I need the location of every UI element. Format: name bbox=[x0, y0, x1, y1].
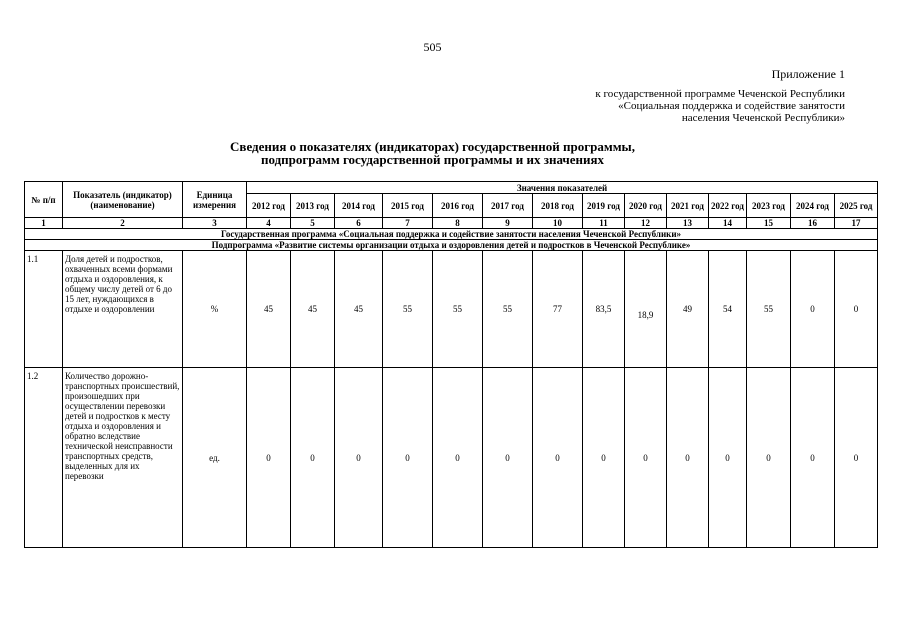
indicator-name: Доля детей и подростков, охваченных всеми формами отдыха и оздоровления, к общему числу детей от 6 до 15 лет, нуждающихся в отдыхе и оздоровлении bbox=[63, 251, 183, 368]
column-number: 2 bbox=[63, 218, 183, 229]
column-number: 1 bbox=[25, 218, 63, 229]
column-number: 7 bbox=[383, 218, 433, 229]
indicator-value: 83,5 bbox=[583, 251, 625, 368]
indicator-value: 0 bbox=[335, 368, 383, 548]
header-year: 2017 год bbox=[483, 194, 533, 218]
indicator-value: 0 bbox=[667, 368, 709, 548]
column-number: 13 bbox=[667, 218, 709, 229]
indicator-value: 45 bbox=[291, 251, 335, 368]
indicator-unit: ед. bbox=[183, 368, 247, 548]
indicator-value: 0 bbox=[383, 368, 433, 548]
subprogram-title: Подпрограмма «Развитие системы организации отдыха и оздоровления детей и подростков в Чеченской Республике» bbox=[25, 240, 878, 251]
header-row-1 bbox=[25, 182, 878, 194]
appendix-line-1: к государственной программе Чеченской Республики bbox=[595, 88, 845, 100]
indicator-value: 55 bbox=[433, 251, 483, 368]
indicator-value: 54 bbox=[709, 251, 747, 368]
header-year: 2016 год bbox=[433, 194, 483, 218]
column-number: 15 bbox=[747, 218, 791, 229]
column-number: 10 bbox=[533, 218, 583, 229]
indicator-value: 49 bbox=[667, 251, 709, 368]
header-year: 2020 год bbox=[625, 194, 667, 218]
program-row bbox=[25, 229, 878, 240]
indicator-row bbox=[25, 251, 878, 368]
column-numbers-row bbox=[25, 218, 878, 229]
indicator-value: 0 bbox=[625, 368, 667, 548]
appendix-label: Приложение 1 bbox=[771, 67, 845, 81]
header-unit: Единица измерения bbox=[183, 182, 247, 218]
appendix-line-3: населения Чеченской Республики» bbox=[681, 112, 845, 124]
indicator-value: 55 bbox=[483, 251, 533, 368]
title-line-2: подпрограмм государственной программы и их значениях bbox=[260, 152, 605, 167]
header-indicator: Показатель (индикатор) (наименование) bbox=[63, 182, 183, 218]
header-year: 2024 год bbox=[791, 194, 835, 218]
indicator-value: 0 bbox=[835, 251, 878, 368]
column-number: 12 bbox=[625, 218, 667, 229]
title-line-1: Сведения о показателях (индикаторах) государственной программы, bbox=[230, 139, 635, 154]
document-title bbox=[0, 140, 865, 166]
indicator-value: 77 bbox=[533, 251, 583, 368]
indicator-value: 45 bbox=[247, 251, 291, 368]
indicator-value-cell bbox=[625, 251, 667, 368]
indicator-value: 18,9 bbox=[637, 310, 654, 320]
indicator-no: 1.1 bbox=[25, 251, 63, 368]
column-number: 6 bbox=[335, 218, 383, 229]
indicator-value: 0 bbox=[709, 368, 747, 548]
indicator-value: 55 bbox=[747, 251, 791, 368]
header-year: 2025 год bbox=[835, 194, 878, 218]
indicator-value: 0 bbox=[791, 251, 835, 368]
header-year: 2014 год bbox=[335, 194, 383, 218]
header-year: 2022 год bbox=[709, 194, 747, 218]
header-year: 2019 год bbox=[583, 194, 625, 218]
indicator-value: 0 bbox=[533, 368, 583, 548]
appendix-reference bbox=[595, 88, 845, 124]
header-year: 2021 год bbox=[667, 194, 709, 218]
indicator-unit: % bbox=[183, 251, 247, 368]
indicator-value: 55 bbox=[383, 251, 433, 368]
indicator-value: 0 bbox=[747, 368, 791, 548]
column-number: 8 bbox=[433, 218, 483, 229]
indicator-value: 0 bbox=[791, 368, 835, 548]
header-values-group: Значения показателей bbox=[247, 182, 878, 194]
indicator-name: Количество дорожно-транспортных происшествий, произошедших при осуществлении перевозки детей и подростков к месту отдыха и оздоровления и обратно вследствие технической неисправности транспортных средств, выделенных для их перевозки bbox=[63, 368, 183, 548]
header-year: 2013 год bbox=[291, 194, 335, 218]
indicator-value: 0 bbox=[247, 368, 291, 548]
column-number: 4 bbox=[247, 218, 291, 229]
column-number: 3 bbox=[183, 218, 247, 229]
column-number: 5 bbox=[291, 218, 335, 229]
indicator-row bbox=[25, 368, 878, 548]
header-no: № п/п bbox=[25, 182, 63, 218]
indicator-value: 0 bbox=[835, 368, 878, 548]
column-number: 14 bbox=[709, 218, 747, 229]
indicator-value: 0 bbox=[583, 368, 625, 548]
indicator-value: 0 bbox=[291, 368, 335, 548]
appendix-line-2: «Социальная поддержка и содействие занятости bbox=[618, 100, 845, 112]
indicator-no: 1.2 bbox=[25, 368, 63, 548]
column-number: 9 bbox=[483, 218, 533, 229]
column-number: 16 bbox=[791, 218, 835, 229]
header-year: 2018 год bbox=[533, 194, 583, 218]
header-year: 2015 год bbox=[383, 194, 433, 218]
header-year: 2012 год bbox=[247, 194, 291, 218]
program-title: Государственная программа «Социальная поддержка и содействие занятости населения Чеченской Республики» bbox=[25, 229, 878, 240]
subprogram-row bbox=[25, 240, 878, 251]
indicator-value: 0 bbox=[483, 368, 533, 548]
column-number: 17 bbox=[835, 218, 878, 229]
page-number: 505 bbox=[423, 40, 442, 54]
indicator-value: 45 bbox=[335, 251, 383, 368]
indicator-value: 0 bbox=[433, 368, 483, 548]
indicators-table bbox=[24, 181, 878, 548]
header-year: 2023 год bbox=[747, 194, 791, 218]
column-number: 11 bbox=[583, 218, 625, 229]
